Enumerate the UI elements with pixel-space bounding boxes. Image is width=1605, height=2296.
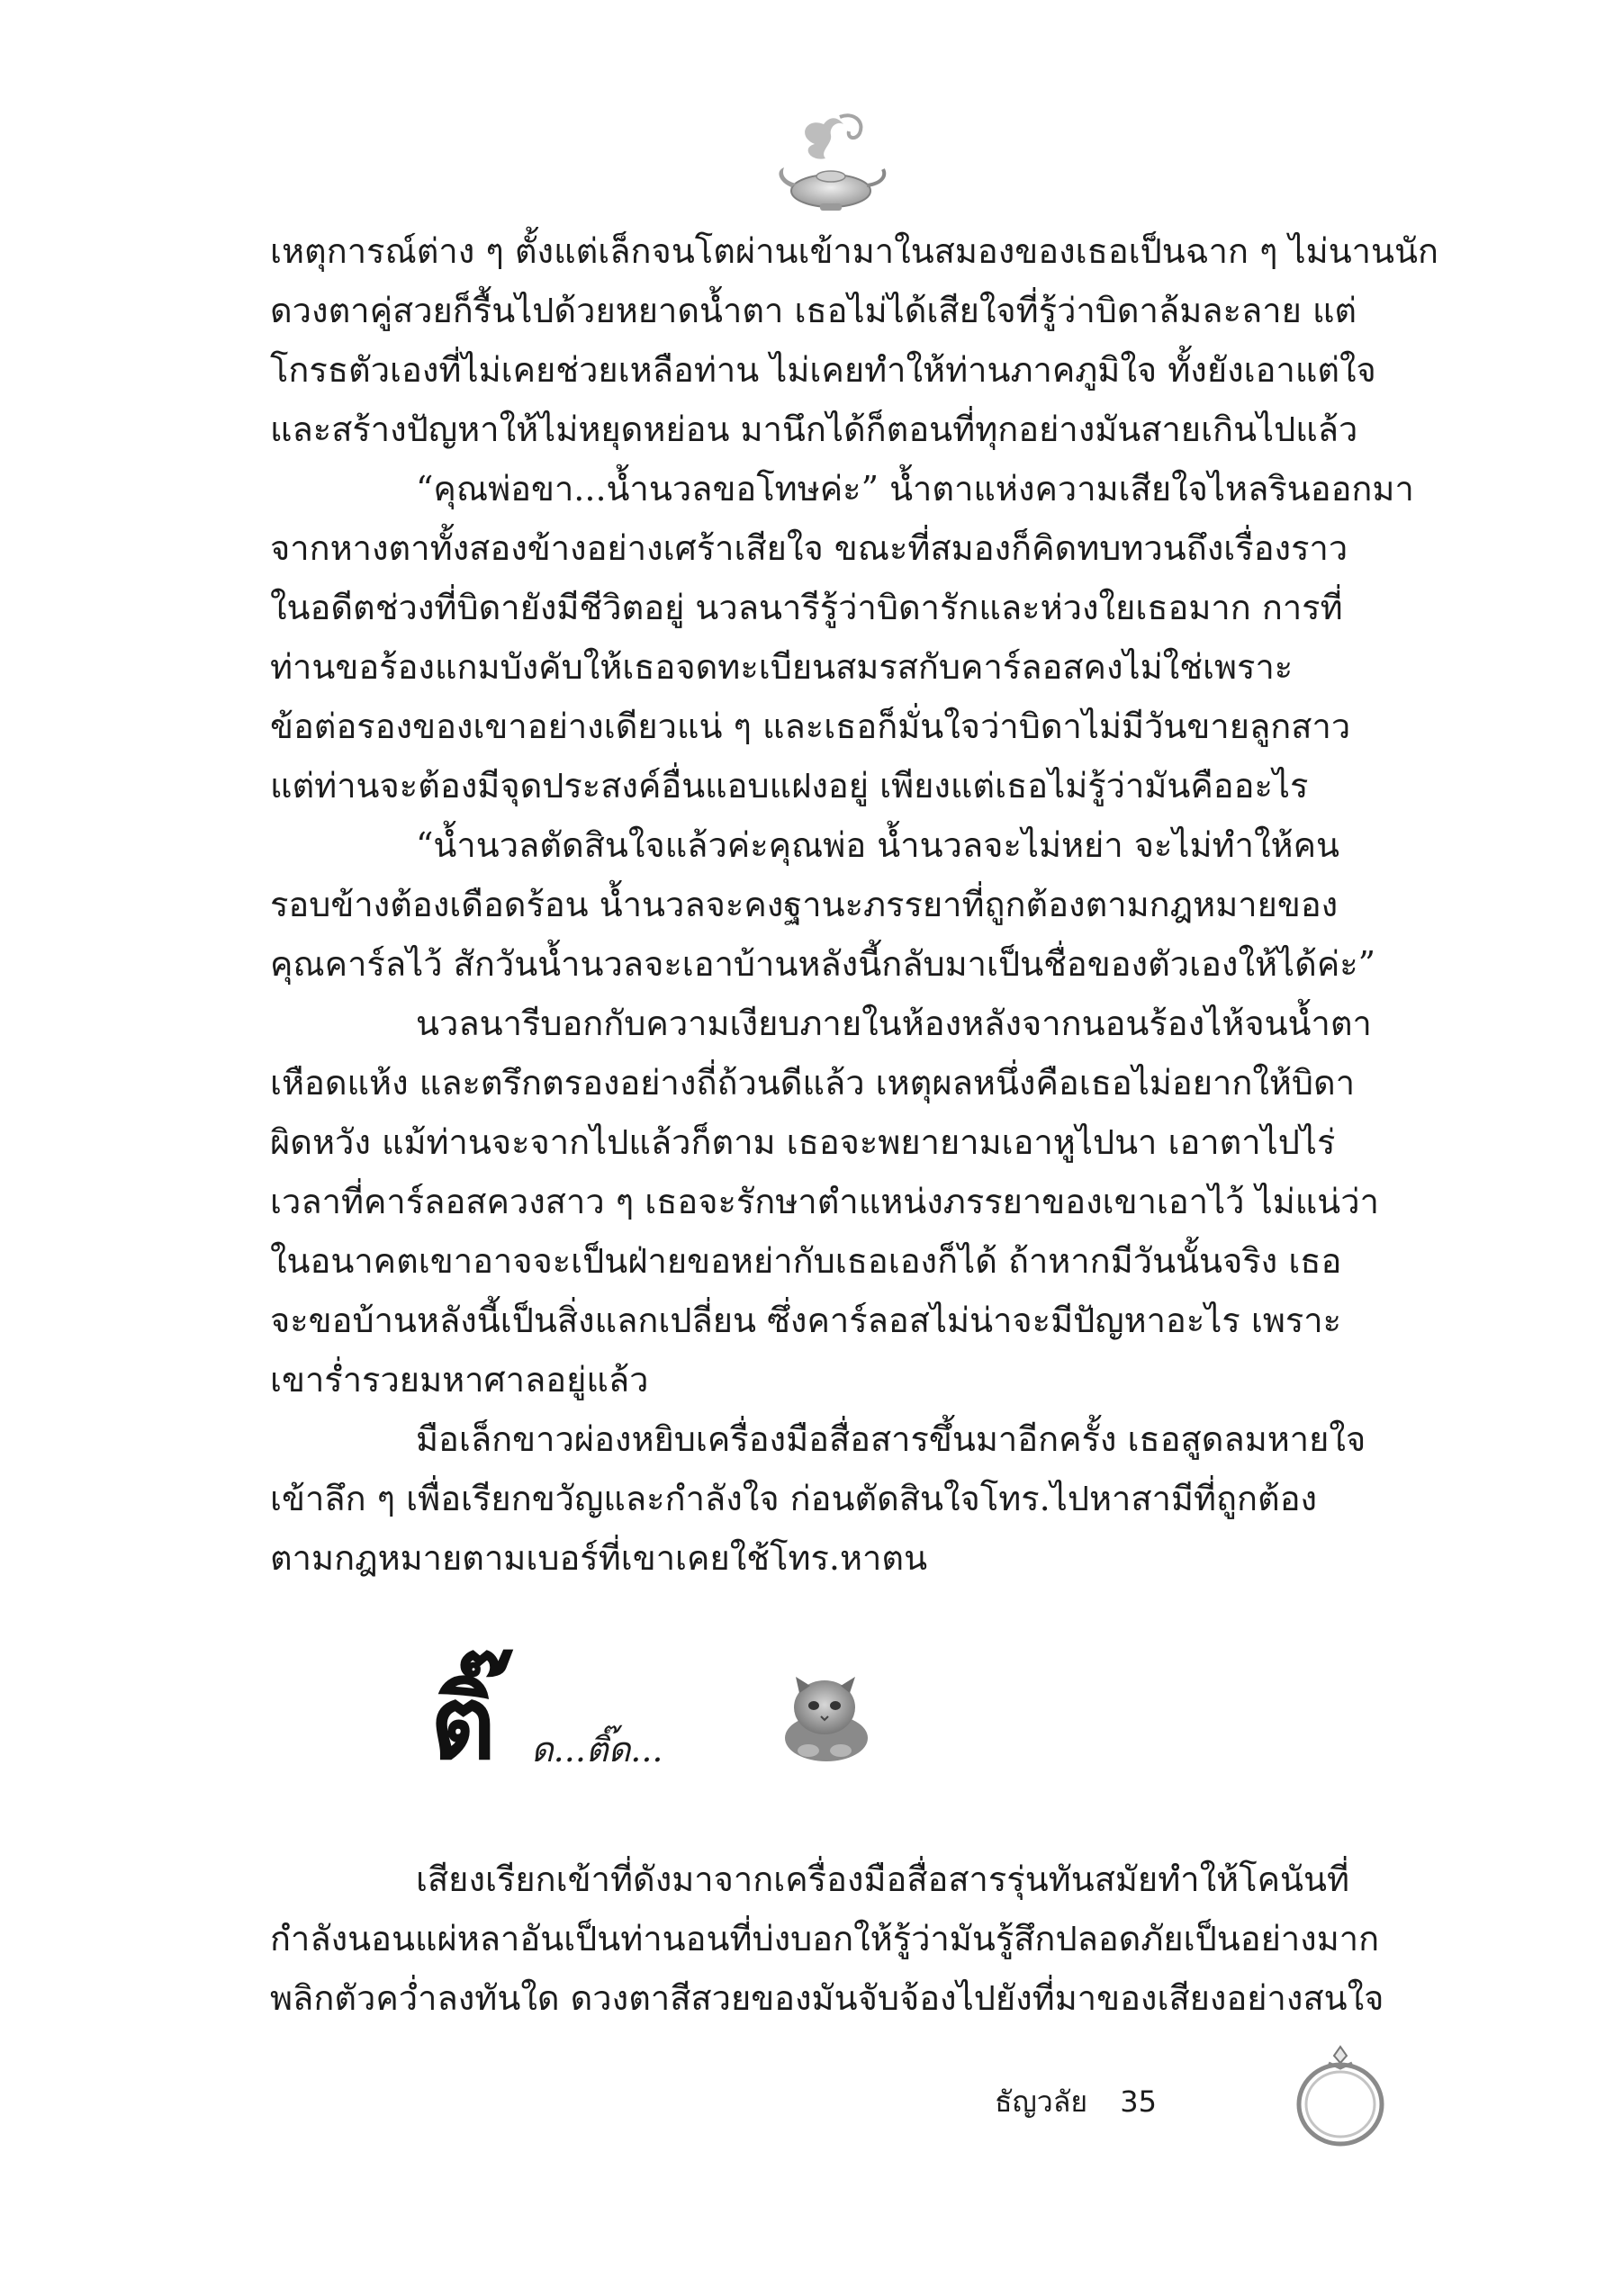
text-line: คุณคาร์ลไว้ สักวันน้ำนวลจะเอาบ้านหลังนี้กลับมาเป็นชื่อของตัวเองให้ได้ค่ะ” bbox=[270, 944, 1376, 984]
text-line: ผิดหวัง แม้ท่านจะจากไปแล้วก็ตาม เธอจะพยายามเอาหูไปนา เอาตาไปไร่ bbox=[270, 1122, 1336, 1162]
text-line: โกรธตัวเองที่ไม่เคยช่วยเหลือท่าน ไม่เคยทำให้ท่านภาคภูมิใจ ทั้งยังเอาแต่ใจ bbox=[270, 350, 1376, 390]
text-line: ท่านขอร้องแกมบังคับให้เธอจดทะเบียนสมรสกับคาร์ลอสคงไม่ใช่เพราะ bbox=[270, 647, 1294, 687]
ring-icon bbox=[1289, 2043, 1393, 2151]
text-line: พลิกตัวคว่ำลงทันใด ดวงตาสีสวยของมันจับจ้องไปยังที่มาของเสียงอย่างสนใจ bbox=[270, 1978, 1384, 2018]
text-line: นวลนารีบอกกับความเงียบภายในห้องหลังจากนอนร้องไห้จนน้ำตา bbox=[416, 1004, 1372, 1043]
text-line: จะขอบ้านหลังนี้เป็นสิ่งแลกเปลี่ยน ซึ่งคาร์ลอสไม่น่าจะมีปัญหาอะไร เพราะ bbox=[270, 1301, 1342, 1340]
text-line: เสียงเรียกเข้าที่ดังมาจากเครื่องมือสื่อสารรุ่นทันสมัยทำให้โคนันที่ bbox=[416, 1859, 1350, 1899]
page-number: 35 bbox=[1120, 2084, 1158, 2119]
text-line: เขาร่ำรวยมหาศาลอยู่แล้ว bbox=[270, 1360, 649, 1400]
text-line: ตามกฎหมายตามเบอร์ที่เขาเคยใช้โทร.หาตน bbox=[270, 1538, 928, 1578]
text-line: และสร้างปัญหาให้ไม่หยุดหย่อน มานึกได้ก็ตอนที่ทุกอย่างมันสายเกินไปแล้ว bbox=[270, 410, 1358, 449]
text-line: ในอนาคตเขาอาจจะเป็นฝ่ายขอหย่ากับเธอเองก็ได้ ถ้าหากมีวันนั้นจริง เธอ bbox=[270, 1241, 1342, 1281]
main-text-bottom bbox=[270, 1850, 1391, 2028]
drop-cap: ติ๊ bbox=[430, 1664, 496, 1782]
text-line: “น้ำนวลตัดสินใจแล้วค่ะคุณพ่อ น้ำนวลจะไม่หย่า จะไม่ทำให้คน bbox=[416, 825, 1339, 865]
text-line: แต่ท่านจะต้องมีจุดประสงค์อื่นแอบแฝงอยู่ เพียงแต่เธอไม่รู้ว่ามันคืออะไร bbox=[270, 766, 1309, 806]
text-line: จากหางตาทั้งสองข้างอย่างเศร้าเสียใจ ขณะที่สมองก็คิดทบทวนถึงเรื่องราว bbox=[270, 528, 1348, 568]
drop-cap-continuation: ด...ติ๊ด... bbox=[531, 1730, 663, 1769]
main-text-top bbox=[270, 221, 1438, 1588]
text-line: ข้อต่อรองของเขาอย่างเดียวแน่ ๆ และเธอก็มั่นใจว่าบิดาไม่มีวันขายลูกสาว bbox=[270, 707, 1351, 746]
cat-icon bbox=[772, 1661, 879, 1769]
text-line: กำลังนอนแผ่หลาอันเป็นท่านอนที่บ่งบอกให้รู้ว่ามันรู้สึกปลอดภัยเป็นอย่างมาก bbox=[270, 1919, 1380, 1958]
text-line: มือเล็กขาวผ่องหยิบเครื่องมือสื่อสารขึ้นมาอีกครั้ง เธอสูดลมหายใจ bbox=[416, 1419, 1366, 1459]
text-line: เวลาที่คาร์ลอสควงสาว ๆ เธอจะรักษาตำแหน่งภรรยาของเขาเอาไว้ ไม่แน่ว่า bbox=[270, 1182, 1379, 1221]
text-line: ในอดีตช่วงที่บิดายังมีชีวิตอยู่ นวลนารีรู้ว่าบิดารักและห่วงใยเธอมาก การที่ bbox=[270, 588, 1343, 627]
text-line: เหือดแห้ง และตรึกตรองอย่างถี่ถ้วนดีแล้ว เหตุผลหนึ่งคือเธอไม่อยากให้บิดา bbox=[270, 1063, 1356, 1103]
text-line: ดวงตาคู่สวยก็รื้นไปด้วยหยาดน้ำตา เธอไม่ได้เสียใจที่รู้ว่าบิดาล้มละลาย แต่ bbox=[270, 291, 1357, 330]
page-footer bbox=[995, 2079, 1157, 2125]
magic-lamp-icon bbox=[770, 108, 891, 221]
author-name: ธัญวลัย bbox=[995, 2084, 1088, 2119]
text-line: “คุณพ่อขา...น้ำนวลขอโทษค่ะ” น้ำตาแห่งความเสียใจไหลรินออกมา bbox=[416, 469, 1414, 509]
text-line: เหตุการณ์ต่าง ๆ ตั้งแต่เล็กจนโตผ่านเข้ามาในสมองของเธอเป็นฉาก ๆ ไม่นานนัก bbox=[270, 231, 1438, 271]
text-line: รอบข้างต้องเดือดร้อน น้ำนวลจะคงฐานะภรรยาที่ถูกต้องตามกฎหมายของ bbox=[270, 885, 1339, 924]
text-line: เข้าลึก ๆ เพื่อเรียกขวัญและกำลังใจ ก่อนตัดสินใจโทร.ไปหาสามีที่ถูกต้อง bbox=[270, 1479, 1318, 1518]
